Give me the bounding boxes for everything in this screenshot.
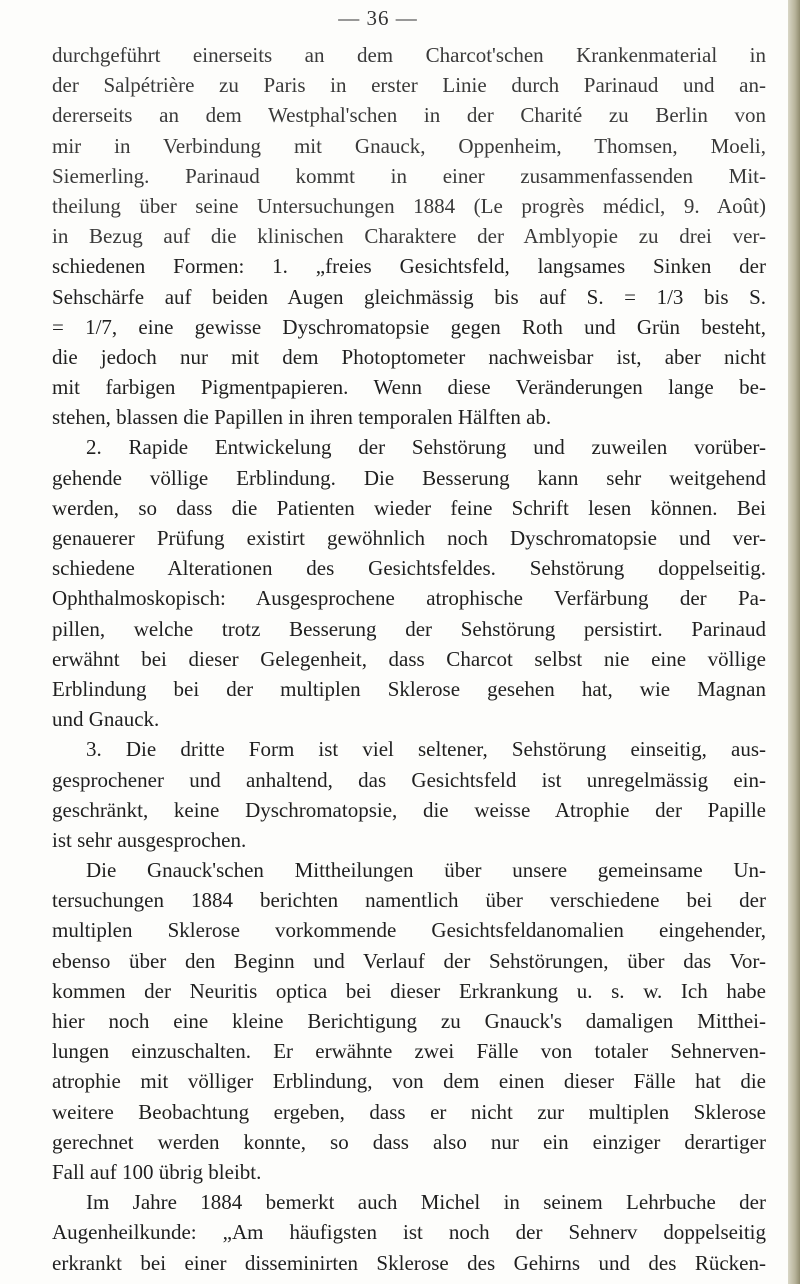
text-line: genauerer Prüfung existirt gewöhnlich noch Dyschromatopsie und ver- xyxy=(52,526,766,550)
text-line: lungen einzuschalten. Er erwähnte zwei Fälle von totaler Sehnerven- xyxy=(52,1039,766,1064)
text-line: die jedoch nur mit dem Photoptometer nachweisbar ist, aber nicht xyxy=(52,344,766,369)
body-text xyxy=(52,40,766,1278)
text-line: Erblindung bei der multiplen Sklerose gesehen hat, wie Magnan xyxy=(52,676,766,701)
paragraph-start: Im Jahre 1884 bemerkt auch Michel in seinem Lehrbuche der xyxy=(86,1190,766,1215)
text-line: kommen der Neuritis optica bei dieser Erkrankung u. s. w. Ich habe xyxy=(52,978,766,1003)
text-line: pillen, welche trotz Besserung der Sehstörung persistirt. Parinaud xyxy=(52,616,766,641)
paragraph-start: 3. Die dritte Form ist viel seltener, Sehstörung einseitig, aus- xyxy=(86,737,766,762)
text-line: theilung über seine Untersuchungen 1884 (Le progrès médicl, 9. Août) xyxy=(52,193,766,218)
text-line: werden, so dass die Patienten wieder feine Schrift lesen können. Bei xyxy=(52,495,766,520)
text-line: durchgeführt einerseits an dem Charcot'schen Krankenmaterial in xyxy=(52,43,766,67)
text-line: tersuchungen 1884 berichten namentlich über verschiedene bei der xyxy=(52,888,766,913)
paragraph-start: Die Gnauck'schen Mittheilungen über unsere gemeinsame Un- xyxy=(86,858,766,883)
text-line: = 1/7, eine gewisse Dyschromatopsie gegen Roth und Grün besteht, xyxy=(52,314,766,339)
text-line: der Salpétrière zu Paris in erster Linie durch Parinaud und an- xyxy=(52,73,766,98)
text-line: schiedenen Formen: 1. „freies Gesichtsfeld, langsames Sinken der xyxy=(52,254,766,279)
text-line: dererseits an dem Westphal'schen in der Charité zu Berlin von xyxy=(52,103,766,128)
text-line: stehen, blassen die Papillen in ihren temporalen Hälften ab. xyxy=(52,405,552,430)
paragraph-start: 2. Rapide Entwickelung der Sehstörung und zuweilen vorüber- xyxy=(86,435,766,460)
text-line: Siemerling. Parinaud kommt in einer zusammenfassenden Mit- xyxy=(52,163,766,188)
text-line: gehende völlige Erblindung. Die Besserung kann sehr weitgehend xyxy=(52,465,766,490)
text-line: multiplen Sklerose vorkommende Gesichtsfeldanomalien eingehender, xyxy=(52,918,766,943)
text-line: Fall auf 100 übrig bleibt. xyxy=(52,1159,262,1184)
text-line: schiedene Alterationen des Gesichtsfeldes. Sehstörung doppelseitig. xyxy=(52,556,766,581)
text-line: und Gnauck. xyxy=(52,707,160,732)
text-line: Augenheilkunde: „Am häufigsten ist noch der Sehnerv doppelseitig xyxy=(52,1220,766,1245)
text-line: ist sehr ausgesprochen. xyxy=(52,827,247,852)
text-line: in Bezug auf die klinischen Charaktere der Amblyopie zu drei ver- xyxy=(52,224,766,249)
text-line: gerechnet werden konnte, so dass also nur ein einziger derartiger xyxy=(52,1129,766,1154)
page-number: — 36 — xyxy=(338,6,418,30)
text-line: gesprochener und anhaltend, das Gesichtsfeld ist unregelmässig ein- xyxy=(52,767,766,792)
text-line: atrophie mit völliger Erblindung, von dem einen dieser Fälle hat die xyxy=(52,1069,766,1094)
text-line: Sehschärfe auf beiden Augen gleichmässig bis auf S. = 1/3 bis S. xyxy=(52,284,766,309)
text-line: ebenso über den Beginn und Verlauf der Sehstörungen, über das Vor- xyxy=(52,948,766,973)
text-line: geschränkt, keine Dyschromatopsie, die weisse Atrophie der Papille xyxy=(52,797,766,822)
text-line: mir in Verbindung mit Gnauck, Oppenheim, Thomsen, Moeli, xyxy=(52,133,766,158)
text-line: hier noch eine kleine Berichtigung zu Gnauck's damaligen Mitthei- xyxy=(52,1009,766,1033)
text-line: weitere Beobachtung ergeben, dass er nicht zur multiplen Sklerose xyxy=(52,1099,766,1124)
text-line: erkrankt bei einer disseminirten Sklerose des Gehirns und des Rücken- xyxy=(52,1250,766,1275)
text-line: Ophthalmoskopisch: Ausgesprochene atrophische Verfärbung der Pa- xyxy=(52,586,766,611)
text-line: erwähnt bei dieser Gelegenheit, dass Charcot selbst nie eine völlige xyxy=(52,646,766,671)
text-line: mit farbigen Pigmentpapieren. Wenn diese Veränderungen lange be- xyxy=(52,375,766,400)
page-edge-shadow xyxy=(788,0,800,1284)
